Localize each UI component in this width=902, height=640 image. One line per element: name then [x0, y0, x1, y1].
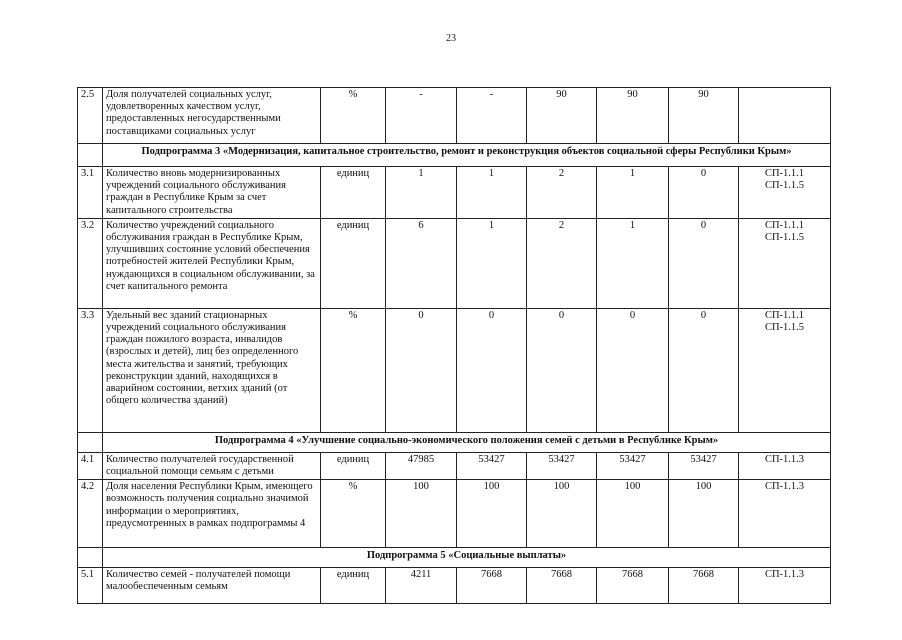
indicator-row — [78, 568, 831, 604]
page-number: 23 — [446, 33, 456, 44]
row-number-cell — [78, 548, 103, 568]
value-cell-3: 90 — [527, 88, 597, 144]
indicators-table-body — [78, 88, 831, 604]
value-cell-4: 100 — [597, 480, 669, 548]
indicator-row — [78, 452, 831, 479]
subprogram-header-row — [78, 432, 831, 452]
value-cell-5: 100 — [669, 480, 739, 548]
row-number-cell: 3.2 — [78, 218, 103, 308]
unit-cell: единиц — [321, 218, 386, 308]
indicator-name-cell: Удельный вес зданий стационарных учреждений социального обслуживания граждан пожилого возраста, инвалидов (взрослых и детей), лиц без определенного места жительства и занятий, требующих реконструкции зданий, находящихся в аварийном состоянии, ветхих зданий (от общего количества зданий) — [103, 308, 321, 432]
value-cell-3: 100 — [527, 480, 597, 548]
program-codes-cell — [739, 167, 831, 219]
program-codes-cell — [739, 308, 831, 432]
value-cell-4: 1 — [597, 167, 669, 219]
value-cell-3: 2 — [527, 167, 597, 219]
indicator-row — [78, 480, 831, 548]
program-code: СП-1.1.3 — [764, 569, 805, 581]
value-cell-3: 53427 — [527, 452, 597, 479]
value-cell-3: 7668 — [527, 568, 597, 604]
indicator-name-cell: Количество семей - получателей помощи малообеспеченным семьям — [103, 568, 321, 604]
indicator-row — [78, 308, 831, 432]
value-cell-1: 6 — [386, 218, 457, 308]
value-cell-2: 7668 — [457, 568, 527, 604]
program-codes-cell — [739, 452, 831, 479]
value-cell-4: 7668 — [597, 568, 669, 604]
unit-cell: единиц — [321, 568, 386, 604]
program-codes-cell — [739, 218, 831, 308]
indicator-row — [78, 218, 831, 308]
program-code: СП-1.1.5 — [764, 180, 805, 192]
value-cell-5: 0 — [669, 218, 739, 308]
indicator-name-cell: Доля получателей социальных услуг, удовлетворенных качеством услуг, предоставленных негосударственными поставщиками социальных услуг — [103, 88, 321, 144]
row-number-cell: 4.2 — [78, 480, 103, 548]
program-code: СП-1.1.5 — [764, 232, 805, 244]
indicator-name-cell: Количество получателей государственной социальной помощи семьям с детьми — [103, 452, 321, 479]
indicator-name-cell: Количество учреждений социального обслуживания граждан в Республике Крым, улучшивших состояние условий обеспечения потребностей жителей Республики Крым, нуждающихся в социальном обслуживании, за счет капитального ремонта — [103, 218, 321, 308]
value-cell-5: 53427 — [669, 452, 739, 479]
indicator-row — [78, 88, 831, 144]
program-codes-cell — [739, 568, 831, 604]
program-codes-cell — [739, 480, 831, 548]
program-code: СП-1.1.1 — [764, 309, 805, 321]
value-cell-3: 0 — [527, 308, 597, 432]
unit-cell: % — [321, 480, 386, 548]
program-code: СП-1.1.1 — [764, 219, 805, 231]
row-number-cell: 5.1 — [78, 568, 103, 604]
value-cell-1: 4211 — [386, 568, 457, 604]
subprogram-title: Подпрограмма 3 «Модернизация, капитальное строительство, ремонт и реконструкция объектов социальной сферы Республики Крым» — [103, 144, 831, 167]
unit-cell: единиц — [321, 167, 386, 219]
row-number-cell: 4.1 — [78, 452, 103, 479]
unit-cell: единиц — [321, 452, 386, 479]
value-cell-4: 53427 — [597, 452, 669, 479]
value-cell-4: 90 — [597, 88, 669, 144]
program-code: СП-1.1.1 — [764, 168, 805, 179]
row-number-cell: 2.5 — [78, 88, 103, 144]
unit-cell: % — [321, 88, 386, 144]
row-number-cell: 3.3 — [78, 308, 103, 432]
row-number-cell: 3.1 — [78, 167, 103, 219]
program-code: СП-1.1.3 — [764, 453, 805, 465]
value-cell-4: 0 — [597, 308, 669, 432]
value-cell-1: 0 — [386, 308, 457, 432]
value-cell-2: 53427 — [457, 452, 527, 479]
program-code: СП-1.1.5 — [764, 322, 805, 334]
row-number-cell — [78, 144, 103, 167]
indicators-table — [77, 87, 831, 604]
value-cell-5: 0 — [669, 167, 739, 219]
value-cell-4: 1 — [597, 218, 669, 308]
value-cell-1: 47985 — [386, 452, 457, 479]
value-cell-2: 1 — [457, 218, 527, 308]
indicator-row — [78, 167, 831, 219]
subprogram-header-row — [78, 548, 831, 568]
value-cell-2: 1 — [457, 167, 527, 219]
indicator-name-cell: Доля населения Республики Крым, имеющего возможность получения социально значимой информации о мероприятиях, предусмотренных в рамках подпрограммы 4 — [103, 480, 321, 548]
value-cell-5: 0 — [669, 308, 739, 432]
value-cell-1: 1 — [386, 167, 457, 219]
value-cell-2: - — [457, 88, 527, 144]
value-cell-5: 90 — [669, 88, 739, 144]
value-cell-2: 100 — [457, 480, 527, 548]
value-cell-2: 0 — [457, 308, 527, 432]
subprogram-title: Подпрограмма 5 «Социальные выплаты» — [103, 548, 831, 568]
value-cell-1: - — [386, 88, 457, 144]
program-codes-cell — [739, 88, 831, 144]
row-number-cell — [78, 432, 103, 452]
subprogram-header-row — [78, 144, 831, 167]
indicator-name-cell: Количество вновь модернизированных учреждений социального обслуживания граждан в Республике Крым за счет капитального строительства — [103, 167, 321, 219]
unit-cell: % — [321, 308, 386, 432]
value-cell-3: 2 — [527, 218, 597, 308]
value-cell-1: 100 — [386, 480, 457, 548]
value-cell-5: 7668 — [669, 568, 739, 604]
subprogram-title: Подпрограмма 4 «Улучшение социально-экономического положения семей с детьми в Республике Крым» — [103, 432, 831, 452]
program-code: СП-1.1.3 — [764, 481, 805, 493]
